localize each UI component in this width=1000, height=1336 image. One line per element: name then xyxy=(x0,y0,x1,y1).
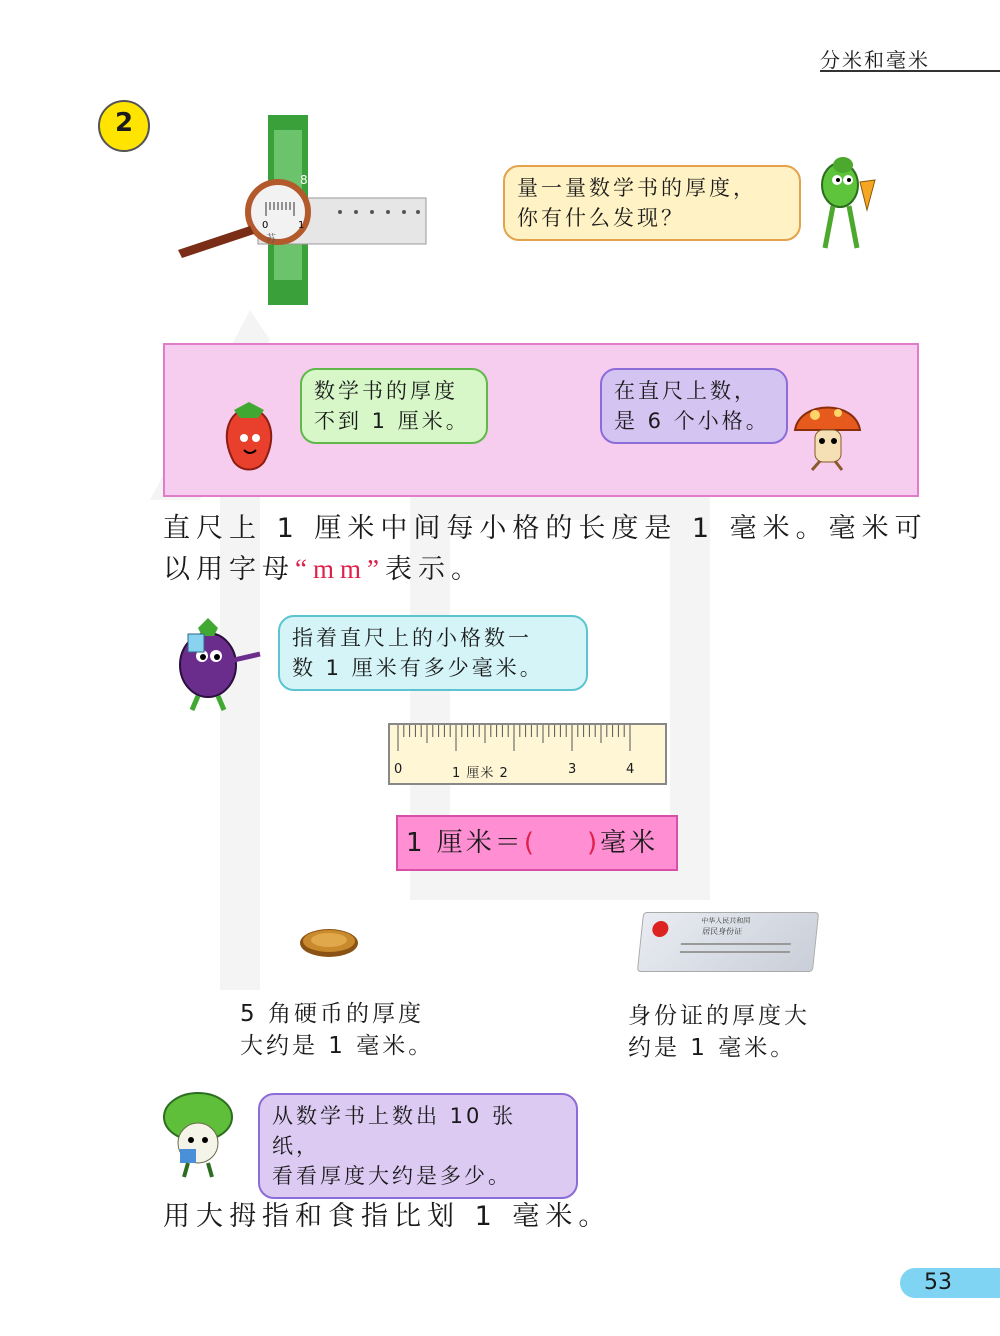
strawberry-character xyxy=(214,400,284,475)
ruler-label-0: 0 xyxy=(262,220,269,231)
eggplant-character xyxy=(168,610,263,715)
book-cover-char: 苏 xyxy=(266,234,276,245)
ruler-label: 3 xyxy=(568,762,577,777)
caption-line: 5 角硬币的厚度 xyxy=(240,1001,424,1027)
mushroom-character xyxy=(790,395,865,475)
cabbage-character xyxy=(158,1085,243,1180)
bubble-line: 看看厚度大约是多少。 xyxy=(272,1164,512,1188)
grasshopper-speech-bubble xyxy=(503,165,801,241)
definition-text: 表示。 xyxy=(384,554,484,585)
book-cover-mark: 8 xyxy=(300,173,308,187)
magnifier-handle xyxy=(178,226,254,258)
definition-line-2 xyxy=(163,550,484,589)
mushroom-speech-bubble xyxy=(600,368,788,444)
finger-instruction: 用大拇指和食指比划 1 毫米。 xyxy=(163,1201,612,1232)
equation-left: 1 厘米＝ xyxy=(406,828,524,858)
page-number: 53 xyxy=(924,1270,952,1295)
id-card-image xyxy=(637,912,819,972)
answer-blank-close: ) xyxy=(586,828,601,858)
grasshopper-character xyxy=(805,150,880,255)
caption-line: 约是 1 毫米。 xyxy=(628,1035,797,1061)
coin-image xyxy=(298,926,360,960)
ruler-label: 4 xyxy=(626,762,635,777)
book-thickness-illustration xyxy=(170,110,440,310)
ruler-label: 1 厘米 2 xyxy=(452,766,509,781)
bubble-line: 指着直尺上的小格数一 xyxy=(292,626,532,650)
bubble-line: 量一量数学书的厚度， xyxy=(517,176,757,200)
answer-blank-open: ( xyxy=(523,828,537,858)
id-card-title-2: 居民身份证 xyxy=(701,927,743,936)
bubble-line: 你有什么发现？ xyxy=(517,206,685,230)
emblem-icon xyxy=(652,921,670,937)
caption-line: 大约是 1 毫米。 xyxy=(240,1033,435,1059)
example-number-badge xyxy=(98,100,150,152)
bubble-line: 数 1 厘米有多少毫米。 xyxy=(292,656,544,680)
mm-symbol: “mm” xyxy=(295,554,385,584)
ruler-label: 0 xyxy=(394,762,403,777)
bubble-line: 是 6 个小格。 xyxy=(614,409,770,433)
bubble-line: 从数学书上数出 10 张纸， xyxy=(272,1104,517,1158)
definition-text: 以用字母 xyxy=(163,554,295,585)
strawberry-speech-bubble xyxy=(300,368,488,444)
ruler-label-1: 1 xyxy=(298,220,305,231)
ruler-ticks xyxy=(390,725,662,755)
conversion-equation xyxy=(396,815,678,871)
example-number: 2 xyxy=(114,108,134,138)
page-number-tab xyxy=(900,1268,1000,1298)
section-header xyxy=(820,40,1000,72)
magnifier xyxy=(248,182,308,242)
definition-line-1: 直尺上 1 厘米中间每小格的长度是 1 毫米。毫米可 xyxy=(163,513,928,544)
id-card-title-1: 中华人民共和国 xyxy=(700,917,751,925)
eggplant-speech-bubble xyxy=(278,615,588,691)
section-title: 分米和毫米 xyxy=(820,48,930,72)
bubble-line: 在直尺上数， xyxy=(614,379,758,403)
caption-line: 身份证的厚度大 xyxy=(628,1003,810,1029)
cabbage-speech-bubble xyxy=(258,1093,578,1199)
id-card-caption xyxy=(628,1000,810,1064)
bubble-line: 不到 1 厘米。 xyxy=(314,409,470,433)
bubble-line: 数学书的厚度 xyxy=(314,379,458,403)
equation-right: 毫米 xyxy=(600,828,659,858)
coin-caption xyxy=(240,998,434,1062)
